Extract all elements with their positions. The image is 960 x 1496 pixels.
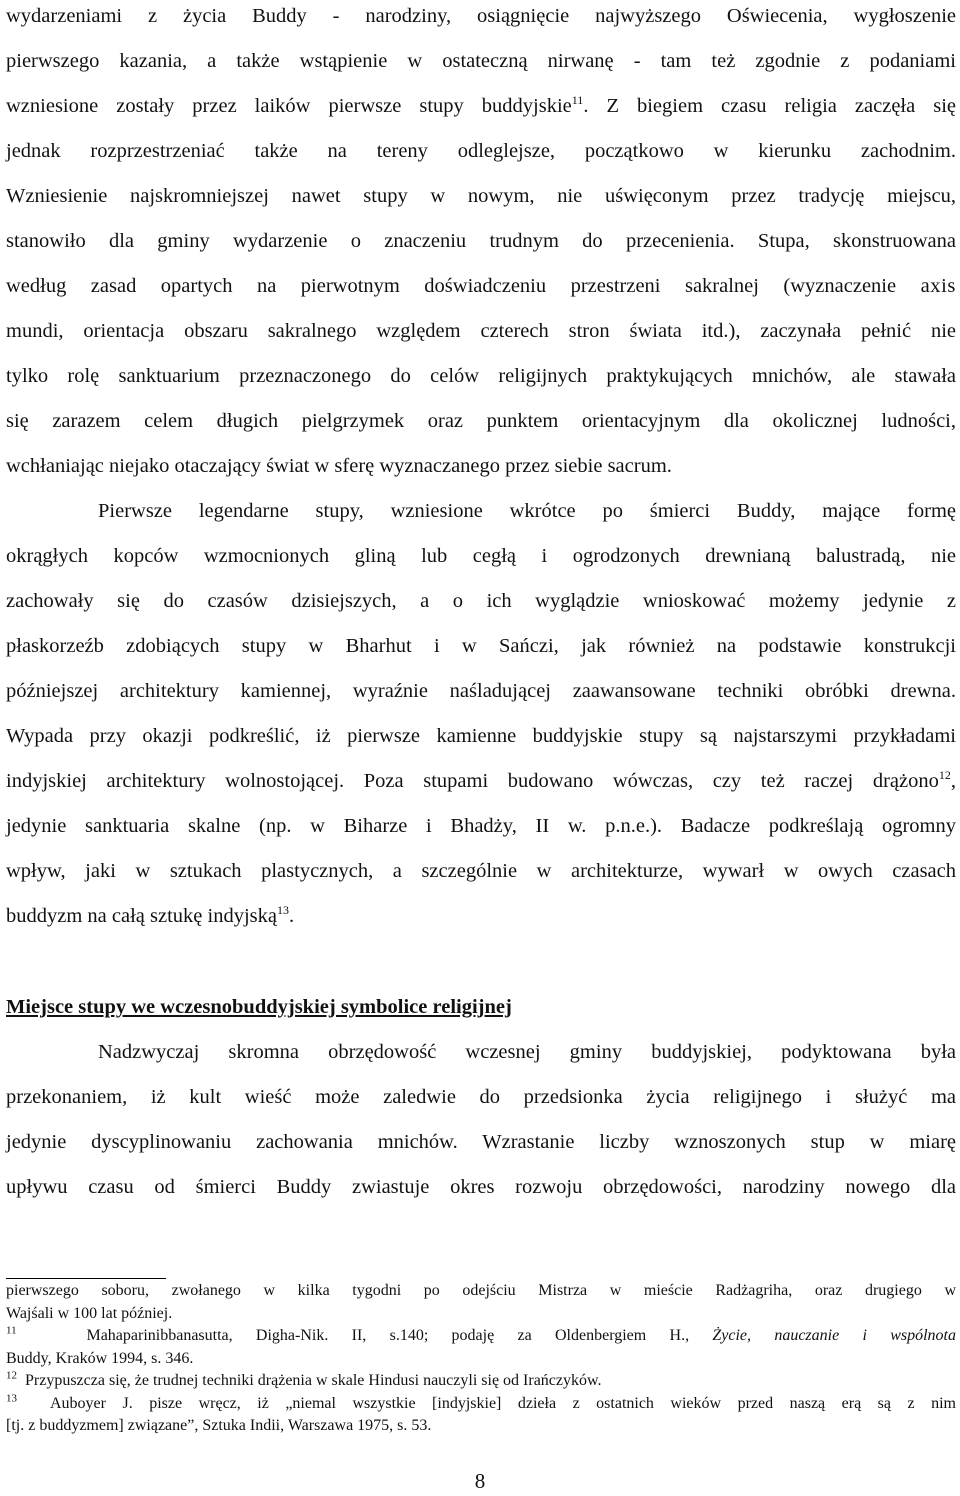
- page-number: 8: [474, 1469, 486, 1493]
- paragraph-2: [6, 489, 956, 939]
- text-line: tylko rolę sanktuarium przeznaczonego do celów religijnych praktykujących mnichów, ale stawała: [6, 365, 956, 387]
- text-line: Pierwsze legendarne stupy, wzniesione wkrótce po śmierci Buddy, mające formę: [98, 500, 956, 522]
- text-line: wpływ, jaki w sztukach plastycznych, a szczególnie w architekturze, wywarł w owych czasach: [6, 860, 956, 882]
- text-line: wchłaniając niejako otaczający świat w sferę wyznaczanego przez siebie sacrum.: [6, 455, 672, 477]
- text-line: mundi, orientacja obszaru sakralnego względem czterech stron świata itd.), zaczynała pełnić nie: [6, 320, 956, 342]
- text-line: okrągłych kopców wzmocnionych gliną lub cegłą i ogrodzonych drewnianą balustradą, nie: [6, 545, 956, 567]
- text-line: pierwszego kazania, a także wstąpienie w ostateczną nirwanę - tam też zgodnie z podaniami: [6, 50, 956, 72]
- text-line: upływu czasu od śmierci Buddy zwiastuje okres rozwoju obrzędowości, narodziny nowego dla: [6, 1176, 956, 1198]
- text-line: stanowiło dla gminy wydarzenie o znaczeniu trudnym do przecenienia. Stupa, skonstruowana: [6, 230, 956, 252]
- footnote-separator: [6, 1278, 166, 1279]
- section-heading: Miejsce stupy we wczesnobuddyjskiej symbolice religijnej: [6, 996, 512, 1018]
- footnote-11: $^{11}$ Mahaparinibbanasutta, Digha-Nik. II, s.140; podaję za Oldenbergiem H., Życie, nauczanie i wspólnota: [6, 1324, 957, 1344]
- paragraph-1: [6, 0, 956, 489]
- text-line: przekonaniem, iż kult wieść może zaledwie do przedsionka życia religijnego i służyć ma: [6, 1086, 956, 1108]
- footnote-ref-13: 13: [276, 903, 289, 918]
- footnote-continuation: Wajśali w 100 lat później.: [6, 1304, 173, 1322]
- text-line: jedynie dyscyplinowaniu zachowania mnichów. Wzrastanie liczby wznoszonych stup w miarę: [6, 1131, 956, 1153]
- document-page: [6, 0, 956, 1210]
- footnote-13: $^{13}$ Auboyer J. pisze wręcz, iż „niemal wszystkie [indyjskie] dzieła z ostatnich wieków przed naszą erą są z nim: [6, 1392, 957, 1412]
- text-line: wzniesione zostały przez laików pierwsze stupy buddyjskie$^{11}$. Z biegiem czasu religia zaczęła się: [6, 93, 956, 117]
- text-line: Wypada przy okazji podkreślić, iż pierwsze kamienne buddyjskie stupy są najstarszymi przykładami: [6, 725, 956, 747]
- footnote-12: $^{12}$ Przypuszcza się, że trudnej techniki drążenia w skale Hindusi nauczyli się od Irańczyków.: [6, 1369, 602, 1389]
- footnotes: [6, 1280, 956, 1438]
- text-line: późniejszej architektury kamiennej, wyraźnie naśladującej zaawansowane techniki obróbki drewna.: [6, 680, 956, 702]
- text-line: Nadzwyczaj skromna obrzędowość wczesnej gminy buddyjskiej, podyktowana była: [98, 1041, 956, 1063]
- text-line: się zarazem celem długich pielgrzymek oraz punktem orientacyjnym dla okolicznej ludności,: [6, 410, 956, 432]
- footnote-ref-11: 11: [571, 93, 584, 108]
- footnote-13-cont: [tj. z buddyzmem] związane”, Sztuka Indii, Warszawa 1975, s. 53.: [6, 1417, 432, 1434]
- text-line: zachowały się do czasów dzisiejszych, a o ich wyglądzie wnioskować możemy jedynie z: [6, 590, 956, 612]
- text-line: Wzniesienie najskromniejszej nawet stupy w nowym, nie uświęconym przez tradycję miejscu,: [6, 185, 956, 207]
- text-line: wydarzeniami z życia Buddy - narodziny, osiągnięcie najwyższego Oświecenia, wygłoszenie: [6, 5, 956, 27]
- footnote-ref-12: 12: [938, 768, 951, 783]
- paragraph-3: [6, 1030, 956, 1210]
- text-line: według zasad opartych na pierwotnym doświadczeniu przestrzeni sakralnej (wyznaczenie axis: [6, 275, 956, 297]
- text-line: jednak rozprzestrzeniać także na tereny odleglejsze, początkowo w kierunku zachodnim.: [6, 140, 956, 162]
- text-line: buddyzm na całą sztukę indyjską$^{13}$.: [6, 903, 295, 927]
- footnote-continuation: pierwszego soboru, zwołanego w kilka tygodni po odejściu Mistrza w mieście Radżagriha, oraz drugiego w: [6, 1282, 956, 1299]
- text-line: jedynie sanktuaria skalne (np. w Biharze i Bhadży, II w. p.n.e.). Badacze podkreślają ogromny: [6, 815, 956, 837]
- text-line: indyjskiej architektury wolnostojącej. Poza stupami budowano wówczas, czy też raczej drążono$^{12}$,: [6, 768, 956, 792]
- text-line: płaskorzeźb zdobiących stupy w Bharhut i w Sańczi, jak również na podstawie konstrukcji: [6, 635, 956, 657]
- footnote-11-cont: Buddy, Kraków 1994, s. 346.: [6, 1349, 194, 1367]
